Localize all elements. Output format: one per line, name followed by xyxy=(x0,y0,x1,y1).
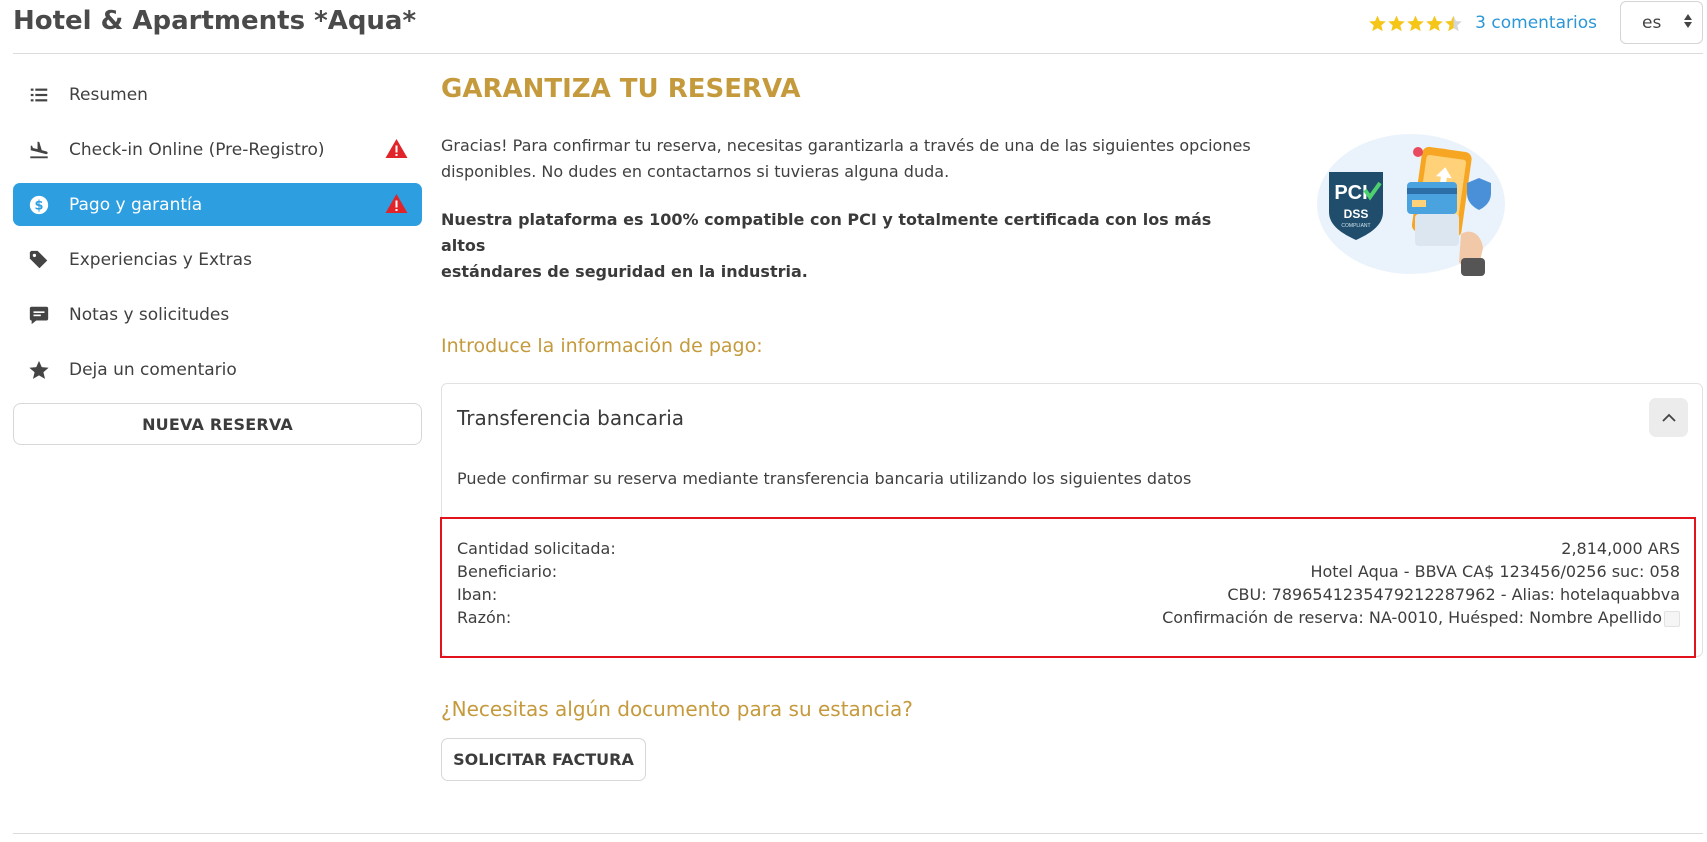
payment-info-heading: Introduce la información de pago: xyxy=(441,335,763,357)
intro-text xyxy=(441,133,1261,185)
detail-row-reason xyxy=(457,608,1680,633)
detail-label: Cantidad solicitada: xyxy=(457,539,616,558)
payment-method-description: Puede confirmar su reserva mediante transferencia bancaria utilizando los siguientes datos xyxy=(457,469,1192,488)
detail-row-beneficiary xyxy=(457,562,1680,587)
reviews-link[interactable]: 3 comentarios xyxy=(1475,13,1597,33)
sidebar-item-check-in[interactable] xyxy=(13,128,422,171)
intro-line: disponibles. No dudes en contactarnos si tuvieras alguna duda. xyxy=(441,162,950,181)
detail-label: Razón: xyxy=(457,608,512,627)
intro-line: Gracias! Para confirmar tu reserva, necesitas garantizarla a través de una de las siguientes opciones xyxy=(441,136,1251,155)
detail-label: Iban: xyxy=(457,585,498,604)
language-value: es xyxy=(1642,12,1662,33)
payment-method-title[interactable]: Transferencia bancaria xyxy=(457,406,685,430)
page-title: GARANTIZA TU RESERVA xyxy=(441,74,801,104)
detail-row-iban xyxy=(457,585,1680,610)
detail-label: Beneficiario: xyxy=(457,562,558,581)
payment-method-card xyxy=(441,383,1703,657)
sidebar-item-label: Pago y garantía xyxy=(69,194,203,215)
detail-value: Confirmación de reserva: NA-0010, Huésped: Nombre Apellido xyxy=(1162,608,1662,627)
detail-value-wrap xyxy=(1162,608,1680,627)
collapse-button[interactable] xyxy=(1649,398,1688,437)
plane-landing-icon xyxy=(27,138,51,162)
sidebar-item-label: Check-in Online (Pre-Registro) xyxy=(69,139,325,160)
tag-icon xyxy=(27,248,51,272)
new-booking-button[interactable]: NUEVA RESERVA xyxy=(13,403,422,445)
sidebar-item-label: Deja un comentario xyxy=(69,359,237,380)
documents-heading: ¿Necesitas algún documento para su estancia? xyxy=(441,697,913,721)
pci-badge-small: COMPLIANT xyxy=(1341,223,1371,229)
dollar-circle-icon xyxy=(27,193,51,217)
pci-line: estándares de seguridad en la industria. xyxy=(441,262,808,281)
svg-text:$: $ xyxy=(34,198,44,214)
sidebar-item-label: Experiencias y Extras xyxy=(69,249,252,270)
detail-value: CBU: 7896541235479212287962 - Alias: hotelaquabbva xyxy=(1227,585,1680,604)
bank-details-box xyxy=(440,517,1696,658)
warning-icon xyxy=(384,192,409,216)
sidebar-item-pago[interactable] xyxy=(13,183,422,226)
sidebar-item-experiencias[interactable] xyxy=(13,238,422,281)
sidebar xyxy=(13,73,422,445)
sidebar-item-label: Notas y solicitudes xyxy=(69,304,230,325)
chevron-up-icon xyxy=(1661,410,1677,426)
pci-badge-sub: DSS xyxy=(1343,207,1369,221)
sidebar-item-resumen[interactable] xyxy=(13,73,422,116)
bottom-divider xyxy=(13,833,1703,834)
warning-icon xyxy=(384,137,409,161)
main-content xyxy=(441,0,1703,842)
pci-line: Nuestra plataforma es 100% compatible con PCI y totalmente certificada con los más altos xyxy=(441,210,1212,255)
detail-value: Hotel Aqua - BBVA CA$ 123456/0256 suc: 058 xyxy=(1310,562,1680,581)
detail-value: 2,814,000 ARS xyxy=(1561,539,1680,558)
pci-compliance-illustration xyxy=(1311,126,1511,286)
copy-icon[interactable] xyxy=(1664,611,1680,627)
comment-icon xyxy=(27,303,51,327)
sidebar-item-comentario[interactable] xyxy=(13,348,422,391)
sidebar-item-notas[interactable] xyxy=(13,293,422,336)
sidebar-item-label: Resumen xyxy=(69,84,148,105)
list-icon xyxy=(27,83,51,107)
pci-statement xyxy=(441,207,1261,285)
detail-row-amount xyxy=(457,539,1680,564)
request-invoice-button[interactable]: SOLICITAR FACTURA xyxy=(441,738,646,781)
hotel-name: Hotel & Apartments *Aqua* xyxy=(13,6,417,36)
star-icon xyxy=(27,358,51,382)
pci-badge-text: PCI xyxy=(1334,182,1368,204)
